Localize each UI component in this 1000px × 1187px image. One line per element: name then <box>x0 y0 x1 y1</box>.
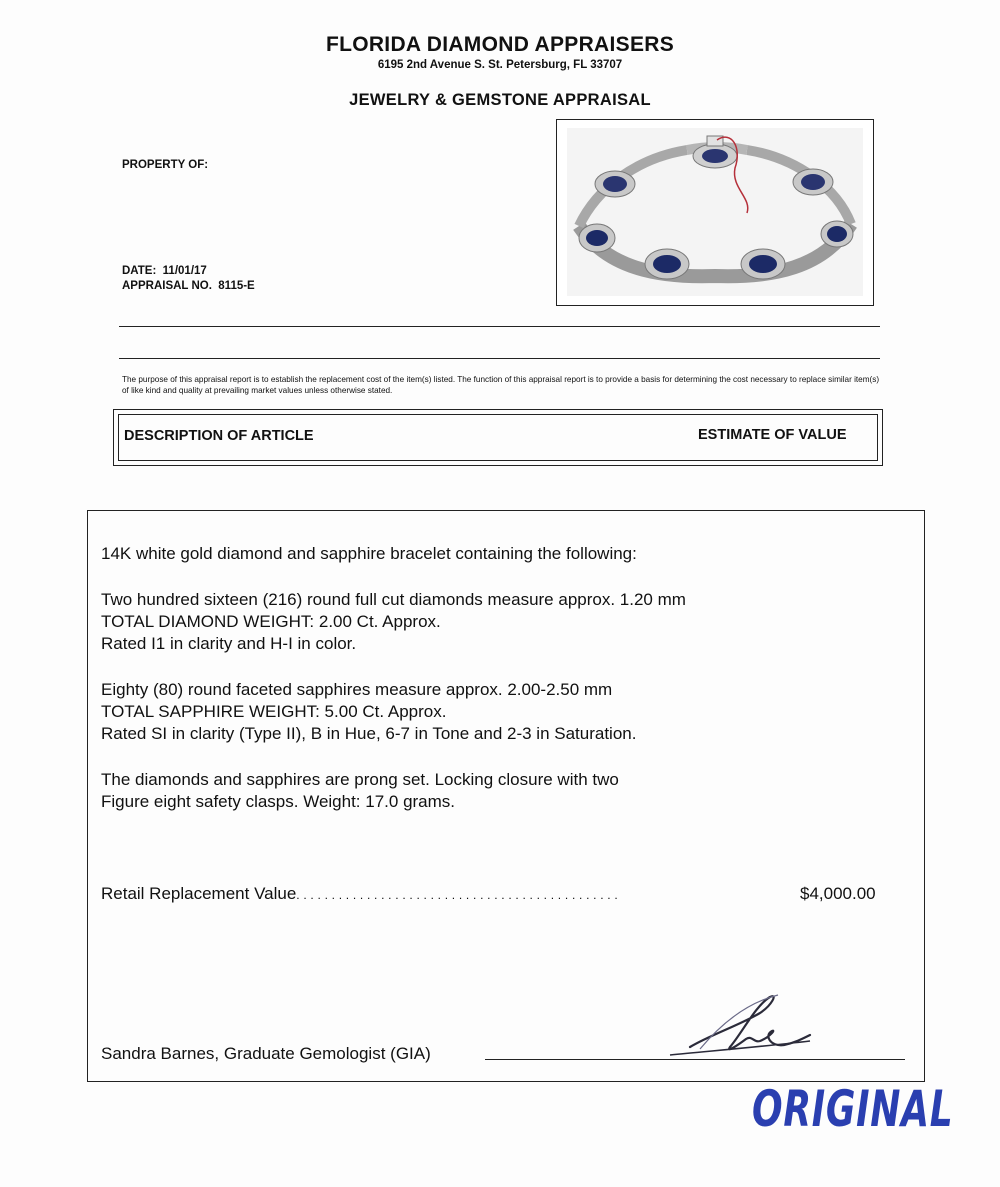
diamond-line: TOTAL DIAMOND WEIGHT: 2.00 Ct. Approx. <box>101 612 441 631</box>
sapphire-line: Eighty (80) round faceted sapphires measure approx. 2.00-2.50 mm <box>101 680 613 699</box>
report-title: JEWELRY & GEMSTONE APPRAISAL <box>349 91 651 109</box>
sapphire-line: TOTAL SAPPHIRE WEIGHT: 5.00 Ct. Approx. <box>101 702 447 721</box>
description-of-article-heading: DESCRIPTION OF ARTICLE <box>124 428 314 444</box>
date-label: DATE: <box>122 265 157 277</box>
appraiser-name: Sandra Barnes, Graduate Gemologist (GIA) <box>101 1044 431 1063</box>
sapphire-line: Rated SI in clarity (Type II), B in Hue, 6-7 in Tone and 2-3 in Saturation. <box>101 724 637 743</box>
date-value: 11/01/17 <box>162 265 207 277</box>
item-photo-frame <box>556 119 874 306</box>
item-intro: 14K white gold diamond and sapphire bracelet containing the following: <box>101 544 637 563</box>
appraisal-number-row <box>122 280 255 292</box>
date-row <box>122 265 207 277</box>
blank-line-1 <box>119 326 880 327</box>
company-address: 6195 2nd Avenue S. St. Petersburg, FL 33707 <box>377 59 623 71</box>
diamond-line: Rated I1 in clarity and H-I in color. <box>101 634 357 653</box>
setting-line: Figure eight safety clasps. Weight: 17.0 grams. <box>101 792 456 811</box>
appraisal-number-value: 8115-E <box>218 280 255 292</box>
retail-value-label: Retail Replacement Value <box>101 884 297 903</box>
bracelet-photo <box>567 128 863 296</box>
diamond-line: Two hundred sixteen (216) round full cut diamonds measure approx. 1.20 mm <box>101 590 686 609</box>
purpose-statement: The purpose of this appraisal report is to establish the replacement cost of the item(s) listed. The function of this appraisal report is to provide a basis for determining the cost necessary to replace similar item(s) of like kind and quality at prevailing market values unless otherwise stated. <box>122 375 880 395</box>
retail-value-amount: $4,000.00 <box>800 884 876 903</box>
company-name: FLORIDA DIAMOND APPRAISERS <box>325 33 675 56</box>
retail-value-row <box>101 883 901 906</box>
setting-details <box>101 769 619 813</box>
blank-line-2 <box>119 358 880 359</box>
property-of-label: PROPERTY OF: <box>122 159 209 171</box>
handwritten-signature <box>660 985 830 1065</box>
diamond-details <box>101 589 686 655</box>
sapphire-details <box>101 679 636 745</box>
estimate-of-value-heading: ESTIMATE OF VALUE <box>698 427 847 443</box>
setting-line: The diamonds and sapphires are prong set. Locking closure with two <box>101 770 619 789</box>
appraisal-number-label: APPRAISAL NO. <box>122 280 212 292</box>
retail-value-leader-dots: . . . . . . . . . . . . . . . . . . . . . . . . . . . . . . . . . . . . . . . . . . . . . . <box>296 888 618 902</box>
original-stamp: ORIGINAL <box>752 1080 954 1138</box>
